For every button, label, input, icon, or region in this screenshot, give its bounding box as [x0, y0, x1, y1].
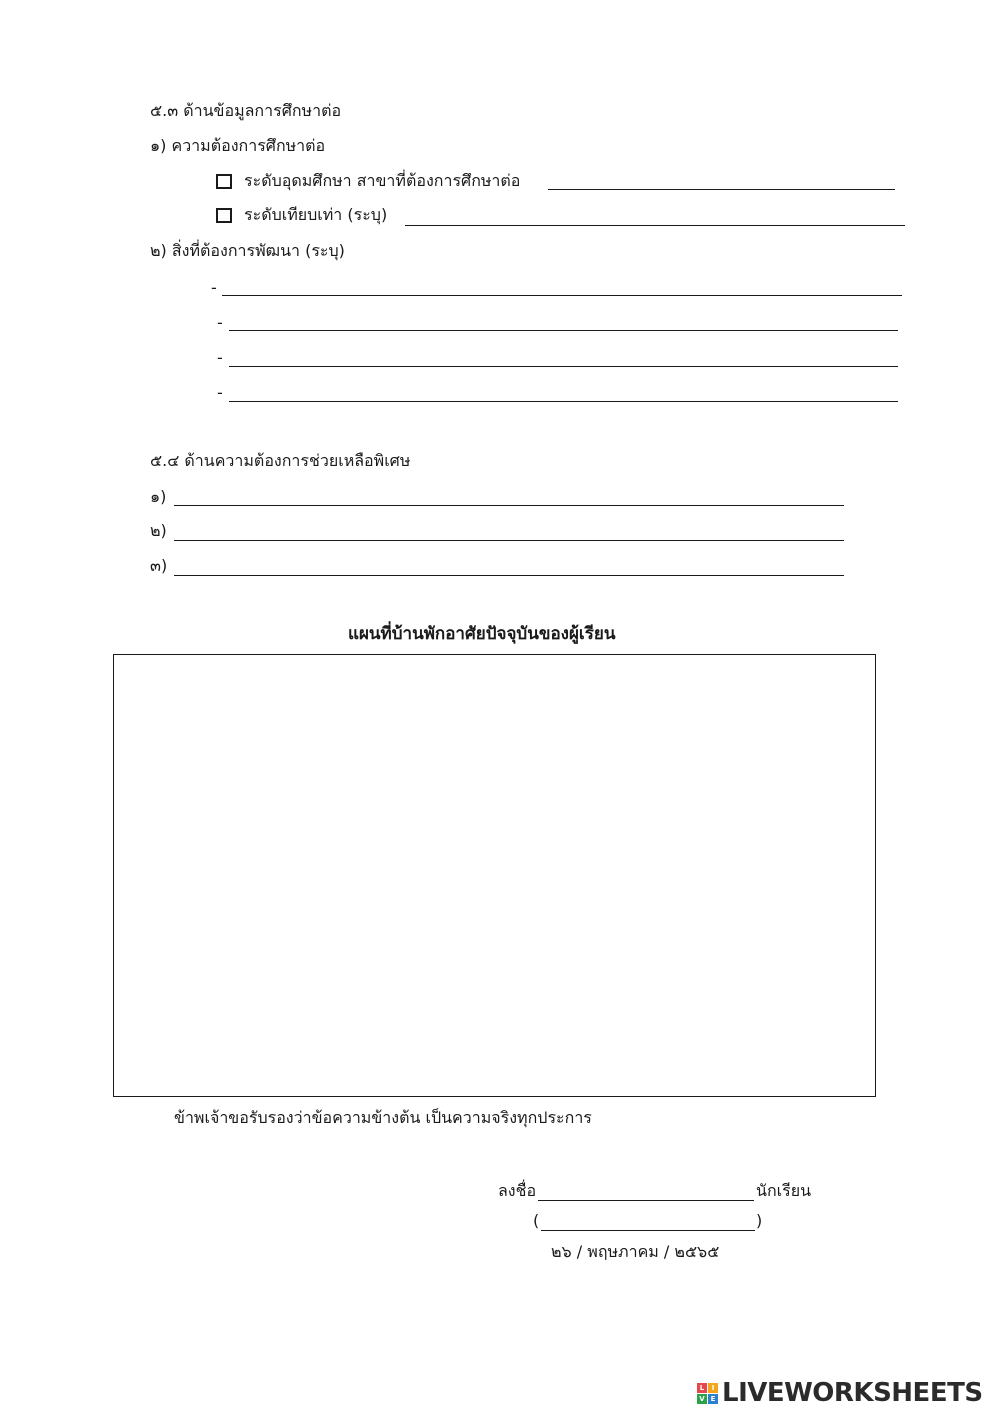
university-major-field[interactable]: [548, 189, 895, 190]
paren-open: (: [533, 1211, 540, 1230]
development-line-1[interactable]: [222, 295, 902, 296]
development-line-2[interactable]: [229, 330, 898, 331]
bullet-dash: -: [217, 313, 223, 332]
bullet-dash: -: [217, 383, 223, 402]
printed-name-field[interactable]: [541, 1230, 755, 1231]
study-needs-label: ๑) ความต้องการศึกษาต่อ: [150, 136, 326, 155]
liveworksheets-wordmark: LIVEWORKSHEETS: [722, 1378, 983, 1408]
certification-statement: ข้าพเจ้าขอรับรองว่าข้อความข้างต้น เป็นความจริงทุกประการ: [174, 1108, 592, 1127]
special-need-number-2: ๒): [150, 521, 167, 540]
liveworksheets-logo: [697, 1378, 983, 1408]
special-need-number-1: ๑): [150, 487, 167, 506]
section-5-4-heading: ๕.๔ ด้านความต้องการช่วยเหลือพิเศษ: [150, 451, 411, 470]
development-line-4[interactable]: [229, 401, 898, 402]
university-option-label: ระดับอุดมศึกษา สาขาที่ต้องการศึกษาต่อ: [244, 171, 521, 190]
badge-letter-i: I: [708, 1383, 718, 1393]
development-line-3[interactable]: [229, 366, 898, 367]
map-title: แผนที่บ้านพักอาศัยปัจจุบันของผู้เรียน: [348, 624, 616, 644]
equivalent-option-label: ระดับเทียบเท่า (ระบุ): [244, 205, 388, 224]
equivalent-checkbox[interactable]: [216, 208, 232, 223]
equivalent-specify-field[interactable]: [405, 225, 905, 226]
badge-letter-e: E: [708, 1394, 718, 1404]
development-needs-label: ๒) สิ่งที่ต้องการพัฒนา (ระบุ): [150, 241, 345, 260]
special-need-line-2[interactable]: [174, 540, 844, 541]
special-need-number-3: ๓): [150, 556, 168, 575]
bullet-dash: -: [217, 348, 223, 367]
sign-label: ลงชื่อ: [498, 1181, 537, 1200]
special-need-line-1[interactable]: [174, 505, 844, 506]
paren-close: ): [756, 1211, 763, 1230]
signature-field[interactable]: [538, 1200, 754, 1201]
badge-letter-l: L: [697, 1383, 707, 1393]
special-need-line-3[interactable]: [174, 575, 844, 576]
live-badge-icon: [697, 1383, 718, 1404]
university-checkbox[interactable]: [216, 174, 232, 189]
date-text: ๒๖ / พฤษภาคม / ๒๕๖๕: [551, 1242, 720, 1261]
section-5-3-heading: ๕.๓ ด้านข้อมูลการศึกษาต่อ: [150, 101, 342, 120]
bullet-dash: -: [211, 278, 217, 297]
badge-letter-v: V: [697, 1394, 707, 1404]
map-drawing-area[interactable]: [113, 654, 876, 1097]
student-role-label: นักเรียน: [756, 1181, 811, 1200]
